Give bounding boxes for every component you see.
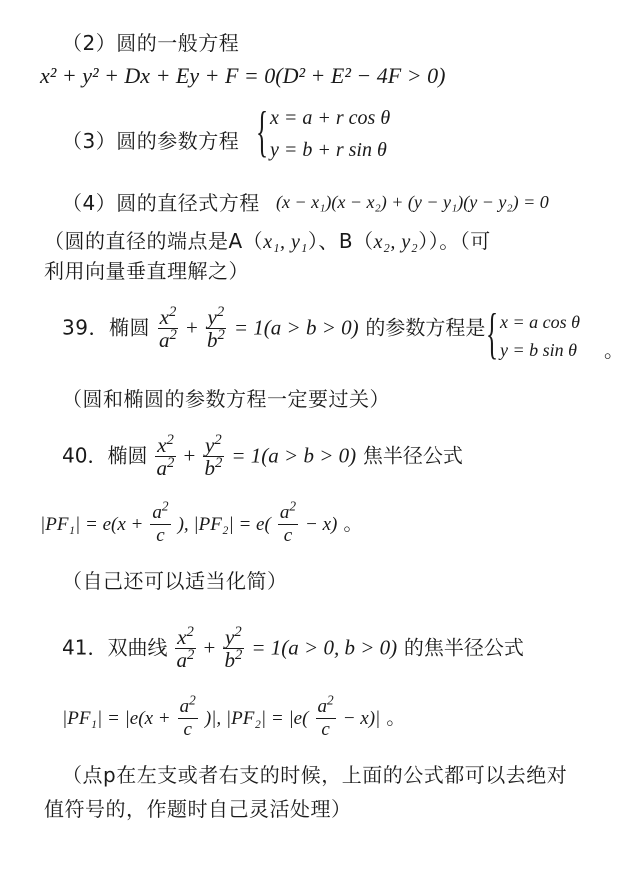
ellipse-condition: = 1(a > b > 0) [233, 315, 359, 340]
period: 。 [604, 338, 624, 362]
formula-general-equation: x² + y² + Dx + Ey + F = 0(D² + E² − 4F > 0) [40, 63, 446, 88]
fraction-y2-b2: $\frac{y^2}{b^2}$ [204, 432, 223, 480]
item-41-text: 的焦半径公式 [403, 635, 524, 660]
note-absolute-value-line2: 值符号的，作题时自己灵活处理） [44, 797, 352, 821]
note-simplify: （自己还可以适当化简） [62, 569, 288, 593]
item-39: 39．椭圆 $\frac{x^2}{a^2}$ + $\frac{y^2}{b^2}$ = 1(a > b > 0) 的参数方程是 [62, 304, 486, 352]
pf1-part: |PF₁| = e(x + [40, 514, 144, 535]
fraction-x2-a2: $\frac{x^2}{a^2}$ [176, 624, 195, 672]
fraction-x2-a2: $\frac{x^2}{a^2}$ [156, 432, 175, 480]
fraction-y2-b2: $\frac{y^2}{b^2}$ [206, 304, 225, 352]
item-40: 40．椭圆 $\frac{x^2}{a^2}$ + $\frac{y^2}{b^2}$ = 1(a > b > 0) 焦半径公式 [62, 432, 463, 480]
pf2-part: )|, |PF₂| = |e( [204, 708, 309, 729]
endpoint-b-coords: x₂, y₂ [373, 231, 419, 253]
formula-ellipse-focal-radius [40, 498, 363, 547]
period: 。 [343, 513, 363, 535]
fraction-a2-c: $\frac{a^2}{c}$ [279, 498, 296, 546]
endpoint-a-coords: x₁, y₁ [263, 231, 308, 253]
item-40-label: 40．椭圆 [62, 443, 148, 468]
item-39-text: 的参数方程是 [365, 315, 486, 340]
formula-hyperbola-focal-radius [62, 692, 406, 741]
heading-parametric-circle: （3）圆的参数方程 [62, 129, 240, 153]
item-41: 41．双曲线 $\frac{x^2}{a^2}$ + $\frac{y^2}{b^2}$ = 1(a > 0, b > 0) 的焦半径公式 [62, 624, 524, 672]
fraction-x2-a2: $\frac{x^2}{a^2}$ [159, 304, 177, 352]
period: 。 [386, 707, 406, 729]
param-ellipse-eq2: y = b sin θ [500, 340, 577, 360]
tail-part: − x)| [342, 708, 381, 729]
tail-part: − x) [305, 514, 338, 535]
item-41-label: 41．双曲线 [62, 635, 168, 660]
brace-icon: { [256, 101, 269, 163]
note-prefix: （圆的直径的端点是A（ [44, 229, 264, 253]
item-40-text: 焦半径公式 [362, 443, 463, 468]
note-mid: ）、B（ [307, 229, 374, 253]
note-suffix: ））。（可 [418, 229, 491, 253]
ellipse-condition: = 1(a > b > 0) [231, 443, 357, 468]
brace-icon: { [486, 303, 499, 365]
param-circle-eq1: x = a + r cos θ [270, 107, 391, 129]
note-absolute-value-line1: （点p在左支或者右支的时候，上面的公式都可以去绝对 [62, 763, 568, 787]
fraction-y2-b2: $\frac{y^2}{b^2}$ [224, 624, 243, 672]
pf1-part: |PF₁| = |e(x + [62, 708, 171, 729]
note-must-master: （圆和椭圆的参数方程一定要过关） [62, 387, 390, 411]
fraction-a2-c: $\frac{a^2}{c}$ [179, 692, 196, 740]
item-39-label: 39．椭圆 [62, 315, 150, 340]
heading-diameter-form: （4）圆的直径式方程 [62, 191, 260, 215]
pf2-part: ), |PF₂| = e( [177, 514, 271, 535]
param-circle-eq2: y = b + r sin θ [270, 139, 387, 161]
formula-diameter-form: (x − x₁)(x − x₂) + (y − y₁)(y − y₂) = 0 [276, 192, 549, 212]
note-diameter-endpoints [44, 228, 491, 255]
hyperbola-condition: = 1(a > 0, b > 0) [251, 635, 398, 660]
fraction-a2-c: $\frac{a^2}{c}$ [152, 498, 169, 546]
note-vector-hint: 利用向量垂直理解之） [44, 259, 249, 283]
fraction-a2-c: $\frac{a^2}{c}$ [317, 692, 334, 740]
heading-general-equation: （2）圆的一般方程 [62, 31, 240, 55]
param-ellipse-eq1: x = a cos θ [500, 312, 580, 332]
